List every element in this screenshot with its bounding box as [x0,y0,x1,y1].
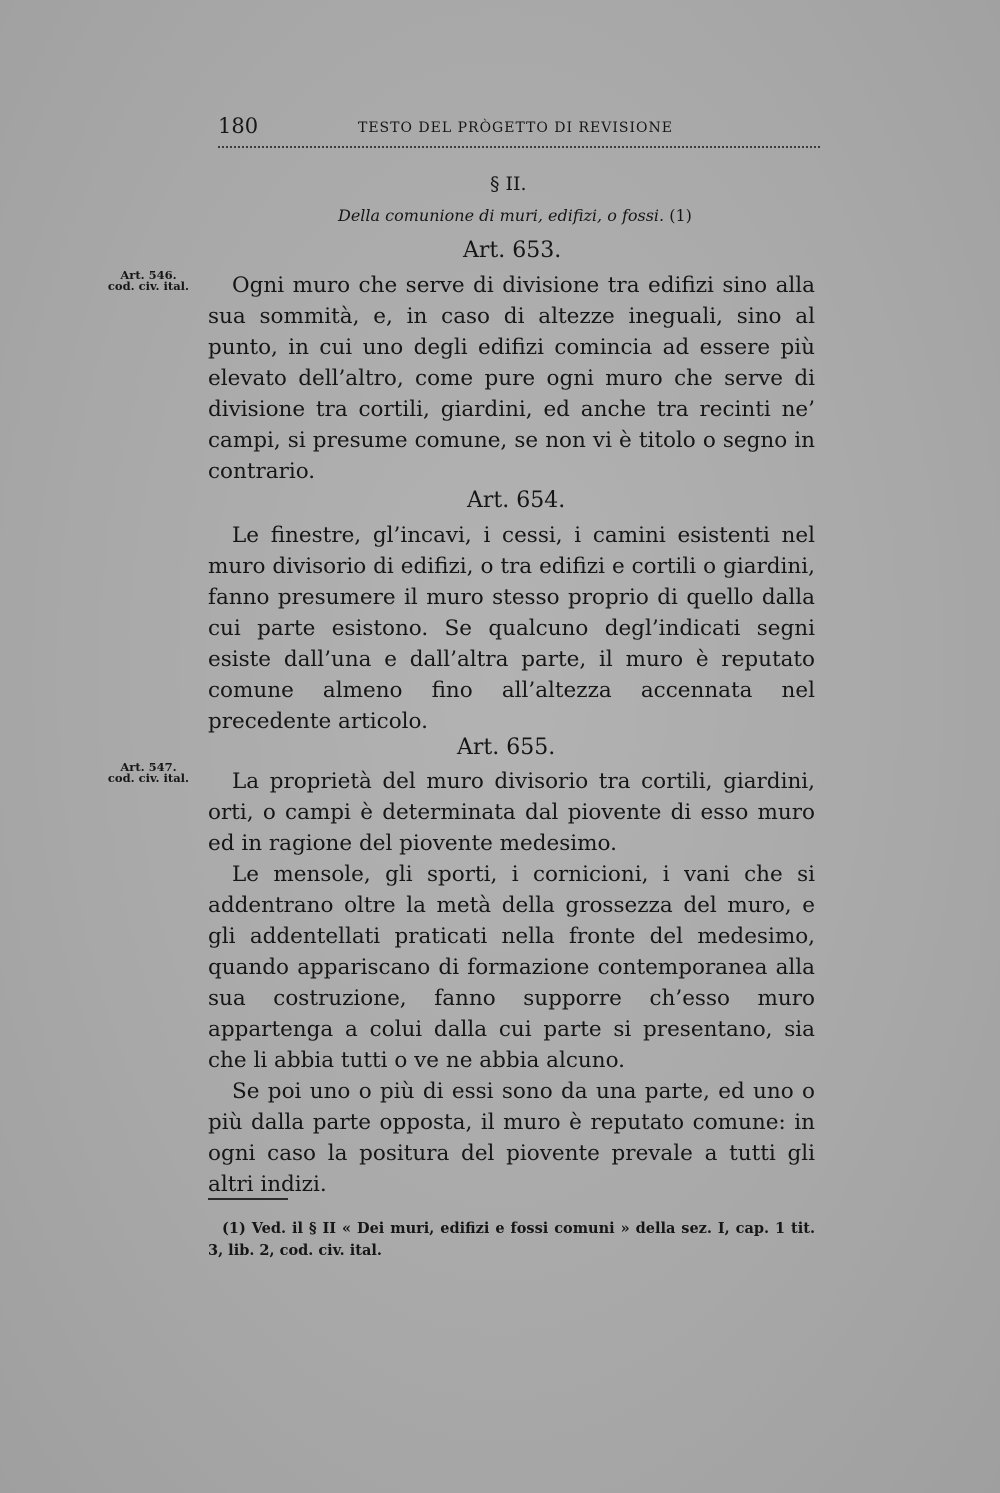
margin-reference-line: cod. civ. ital. [107,279,190,293]
margin-reference-line: cod. civ. ital. [107,771,190,785]
footnote: (1) Ved. il § II « Dei muri, edifizi e fossi comuni » della sez. I, cap. 1 tit. 3, lib. 2, cod. civ. ital. [208,1220,815,1259]
section-title [338,206,692,225]
article-heading-653: Art. 653. [463,238,562,263]
article-653-body [208,270,815,487]
margin-reference-line: Art. 546. [120,268,177,282]
running-head: TESTO DEL PRÒGETTO DI REVISIONE [358,120,673,136]
article-655-body [208,766,815,1200]
page-header [218,112,820,148]
margin-reference-art-546 [101,270,196,292]
footnote-divider [208,1198,288,1200]
article-654-body [208,520,815,737]
article-heading-654: Art. 654. [467,488,566,513]
article-paragraph: La proprietà del muro divisorio tra cortili, giardini, orti, o campi è determinata dal piovente di esso muro ed in ragione del piovente medesimo. [208,769,815,856]
article-paragraph: Le mensole, gli sporti, i cornicioni, i vani che si addentrano oltre la metà della grossezza del muro, e gli addentellati praticati nella fronte del medesimo, quando appariscano di formazione contemporanea alla sua costruzione, fanno supporre ch’esso muro appartenga a colui dalla cui parte si presentano, sia che li abbia tutti o ve ne abbia alcuno. [208,862,815,1073]
article-paragraph: Se poi uno o più di essi sono da una parte, ed uno o più dalla parte opposta, il muro è reputato comune: in ogni caso la positura del piovente prevale a tutti gli altri indizi. [208,1079,815,1197]
margin-reference-art-547 [101,762,196,784]
article-paragraph: Ogni muro che serve di divisione tra edifizi sino alla sua sommità, e, in caso di altezze ineguali, sino al punto, in cui uno degli edifizi comincia ad essere più elevato dell’altro, come pure ogni muro che serve di divisione tra cortili, giardini, ed anche tra recinti ne’ campi, si presume comune, se non vi è titolo o segno in contrario. [208,273,815,484]
page-number: 180 [218,114,259,138]
section-title-text: Della comunione di muri, edifizi, o fossi. [338,206,665,225]
margin-reference-line: Art. 547. [120,760,177,774]
article-paragraph: Le finestre, gl’incavi, i cessi, i camini esistenti nel muro divisorio di edifizi, o tra edifizi e cortili o giardini, fanno presumere il muro stesso proprio di quello dalla cui parte esistono. Se qualcuno degl’indicati segni esiste dall’una e dall’altra parte, il muro è reputato comune almeno fino all’altezza accennata nel precedente articolo. [208,523,815,734]
article-heading-655: Art. 655. [457,735,556,760]
footnote-reference: (1) [669,206,692,225]
section-number: § II. [490,173,527,195]
